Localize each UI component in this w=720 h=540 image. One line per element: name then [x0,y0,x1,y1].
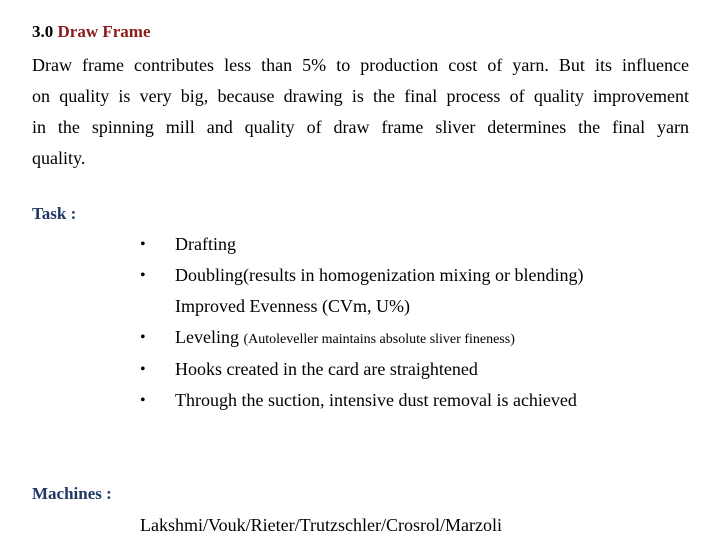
task-item-evenness: Improved Evenness (CVm, U%) [175,296,410,316]
paragraph-line-2: on quality is very big, because drawing is the final process of quality improvement [32,86,689,106]
machines-label: Machines : [32,484,112,503]
task-item-leveling [175,327,515,348]
section-heading [32,22,151,42]
section-title: Draw Frame [57,22,151,41]
bullet-icon: • [140,329,146,346]
bullet-icon: • [140,267,146,284]
task-item-suction: Through the suction, intensive dust removal is achieved [175,390,577,410]
bullet-icon: • [140,236,146,253]
paragraph-line-3: in the spinning mill and quality of draw frame sliver determines the final yarn [32,117,689,137]
paragraph-line-4: quality. [32,148,86,168]
bullet-icon: • [140,361,146,378]
bullet-icon: • [140,392,146,409]
task-item-leveling-note: (Autoleveller maintains absolute sliver fineness) [243,332,515,347]
task-label: Task : [32,204,77,223]
section-number: 3.0 [32,22,54,41]
paragraph-line-1: Draw frame contributes less than 5% to production cost of yarn. But its influence [32,55,689,75]
machines-list: Lakshmi/Vouk/Rieter/Trutzschler/Crosrol/Marzoli [140,515,502,535]
task-item-leveling-text: Leveling [175,327,239,347]
task-item-drafting: Drafting [175,234,236,254]
task-item-doubling: Doubling(results in homogenization mixing or blending) [175,265,584,285]
task-item-hooks: Hooks created in the card are straightened [175,359,478,379]
